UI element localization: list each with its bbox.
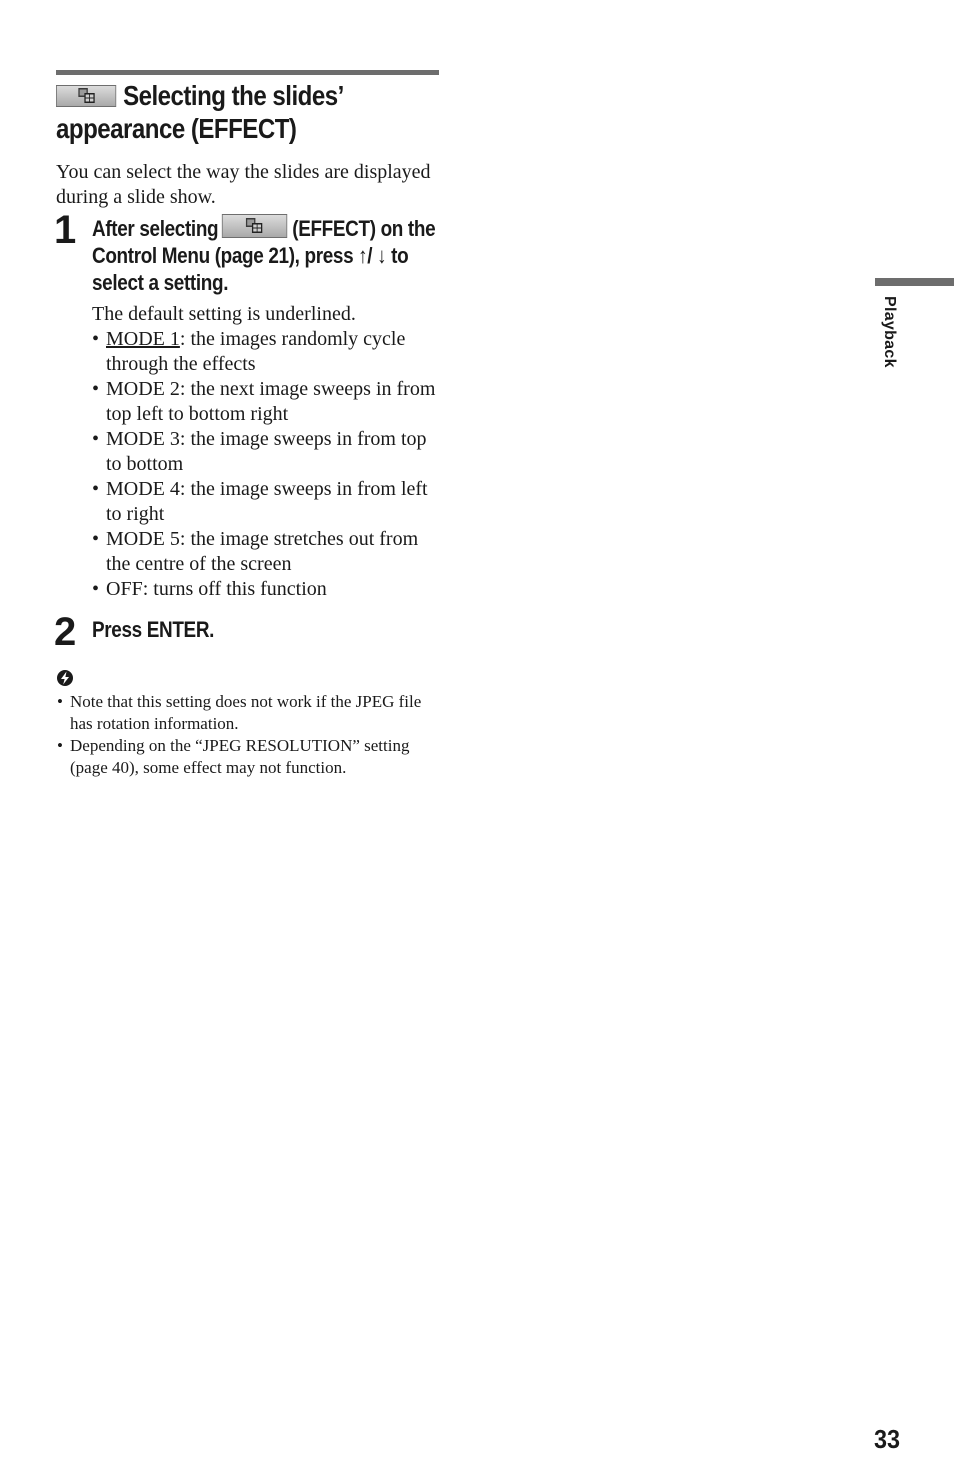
step-number: 1	[54, 208, 77, 252]
option-name: MODE 2	[106, 378, 180, 400]
section-title-line2: appearance (EFFECT)	[56, 113, 297, 144]
list-item	[92, 327, 440, 377]
option-desc: : the next image sweeps in from top left to bottom right	[106, 378, 436, 425]
list-item	[92, 577, 440, 602]
list-item	[92, 377, 440, 427]
step-1-head-before: After selecting	[92, 216, 219, 241]
list-item: • Note that this setting does not work if the JPEG file has rotation information.	[56, 691, 440, 735]
option-name: MODE 4	[106, 478, 180, 500]
title-rule	[56, 70, 439, 75]
section-title	[56, 79, 440, 145]
option-name: MODE 5	[106, 528, 180, 550]
step-1-head-after: (EFFECT) on the Control Menu (page 21), press ↑/ ↓ to select a setting.	[92, 216, 436, 295]
options-list	[92, 327, 440, 602]
option-desc: : turns off this function	[142, 578, 327, 600]
list-item	[92, 527, 440, 577]
list-item	[92, 427, 440, 477]
list-item	[92, 477, 440, 527]
option-desc: : the image sweeps in from top to bottom	[106, 428, 427, 475]
option-desc: : the image sweeps in from left to right	[106, 478, 428, 525]
page-number: 33	[874, 1424, 901, 1454]
option-name: MODE 3	[106, 428, 180, 450]
option-desc: : the image stretches out from the centre of the screen	[106, 528, 419, 575]
default-note: The default setting is underlined.	[92, 303, 356, 325]
step-1-body	[92, 302, 440, 602]
option-name: OFF	[106, 578, 143, 600]
intro-text: You can select the way the slides are displayed during a slide show.	[56, 161, 431, 208]
step-1-heading	[92, 214, 445, 296]
side-tab-bar	[875, 278, 954, 286]
side-tab-label: Playback	[881, 296, 898, 368]
option-name: MODE 1	[106, 328, 180, 350]
effect-menu-icon	[56, 85, 116, 107]
step-1	[54, 208, 440, 602]
hint-block	[56, 669, 440, 779]
step-2-heading: Press ENTER.	[92, 617, 215, 642]
effect-menu-icon	[222, 214, 287, 238]
step-number: 2	[54, 610, 77, 654]
notes-list	[56, 691, 440, 779]
main-column	[56, 70, 440, 779]
hint-icon	[56, 669, 74, 687]
list-item: • Depending on the “JPEG RESOLUTION” setting (page 40), some effect may not function.	[56, 735, 440, 779]
step-2	[54, 610, 440, 654]
section-title-line1: Selecting the slides’	[123, 80, 344, 111]
option-desc: : the images randomly cycle through the effects	[106, 328, 406, 375]
